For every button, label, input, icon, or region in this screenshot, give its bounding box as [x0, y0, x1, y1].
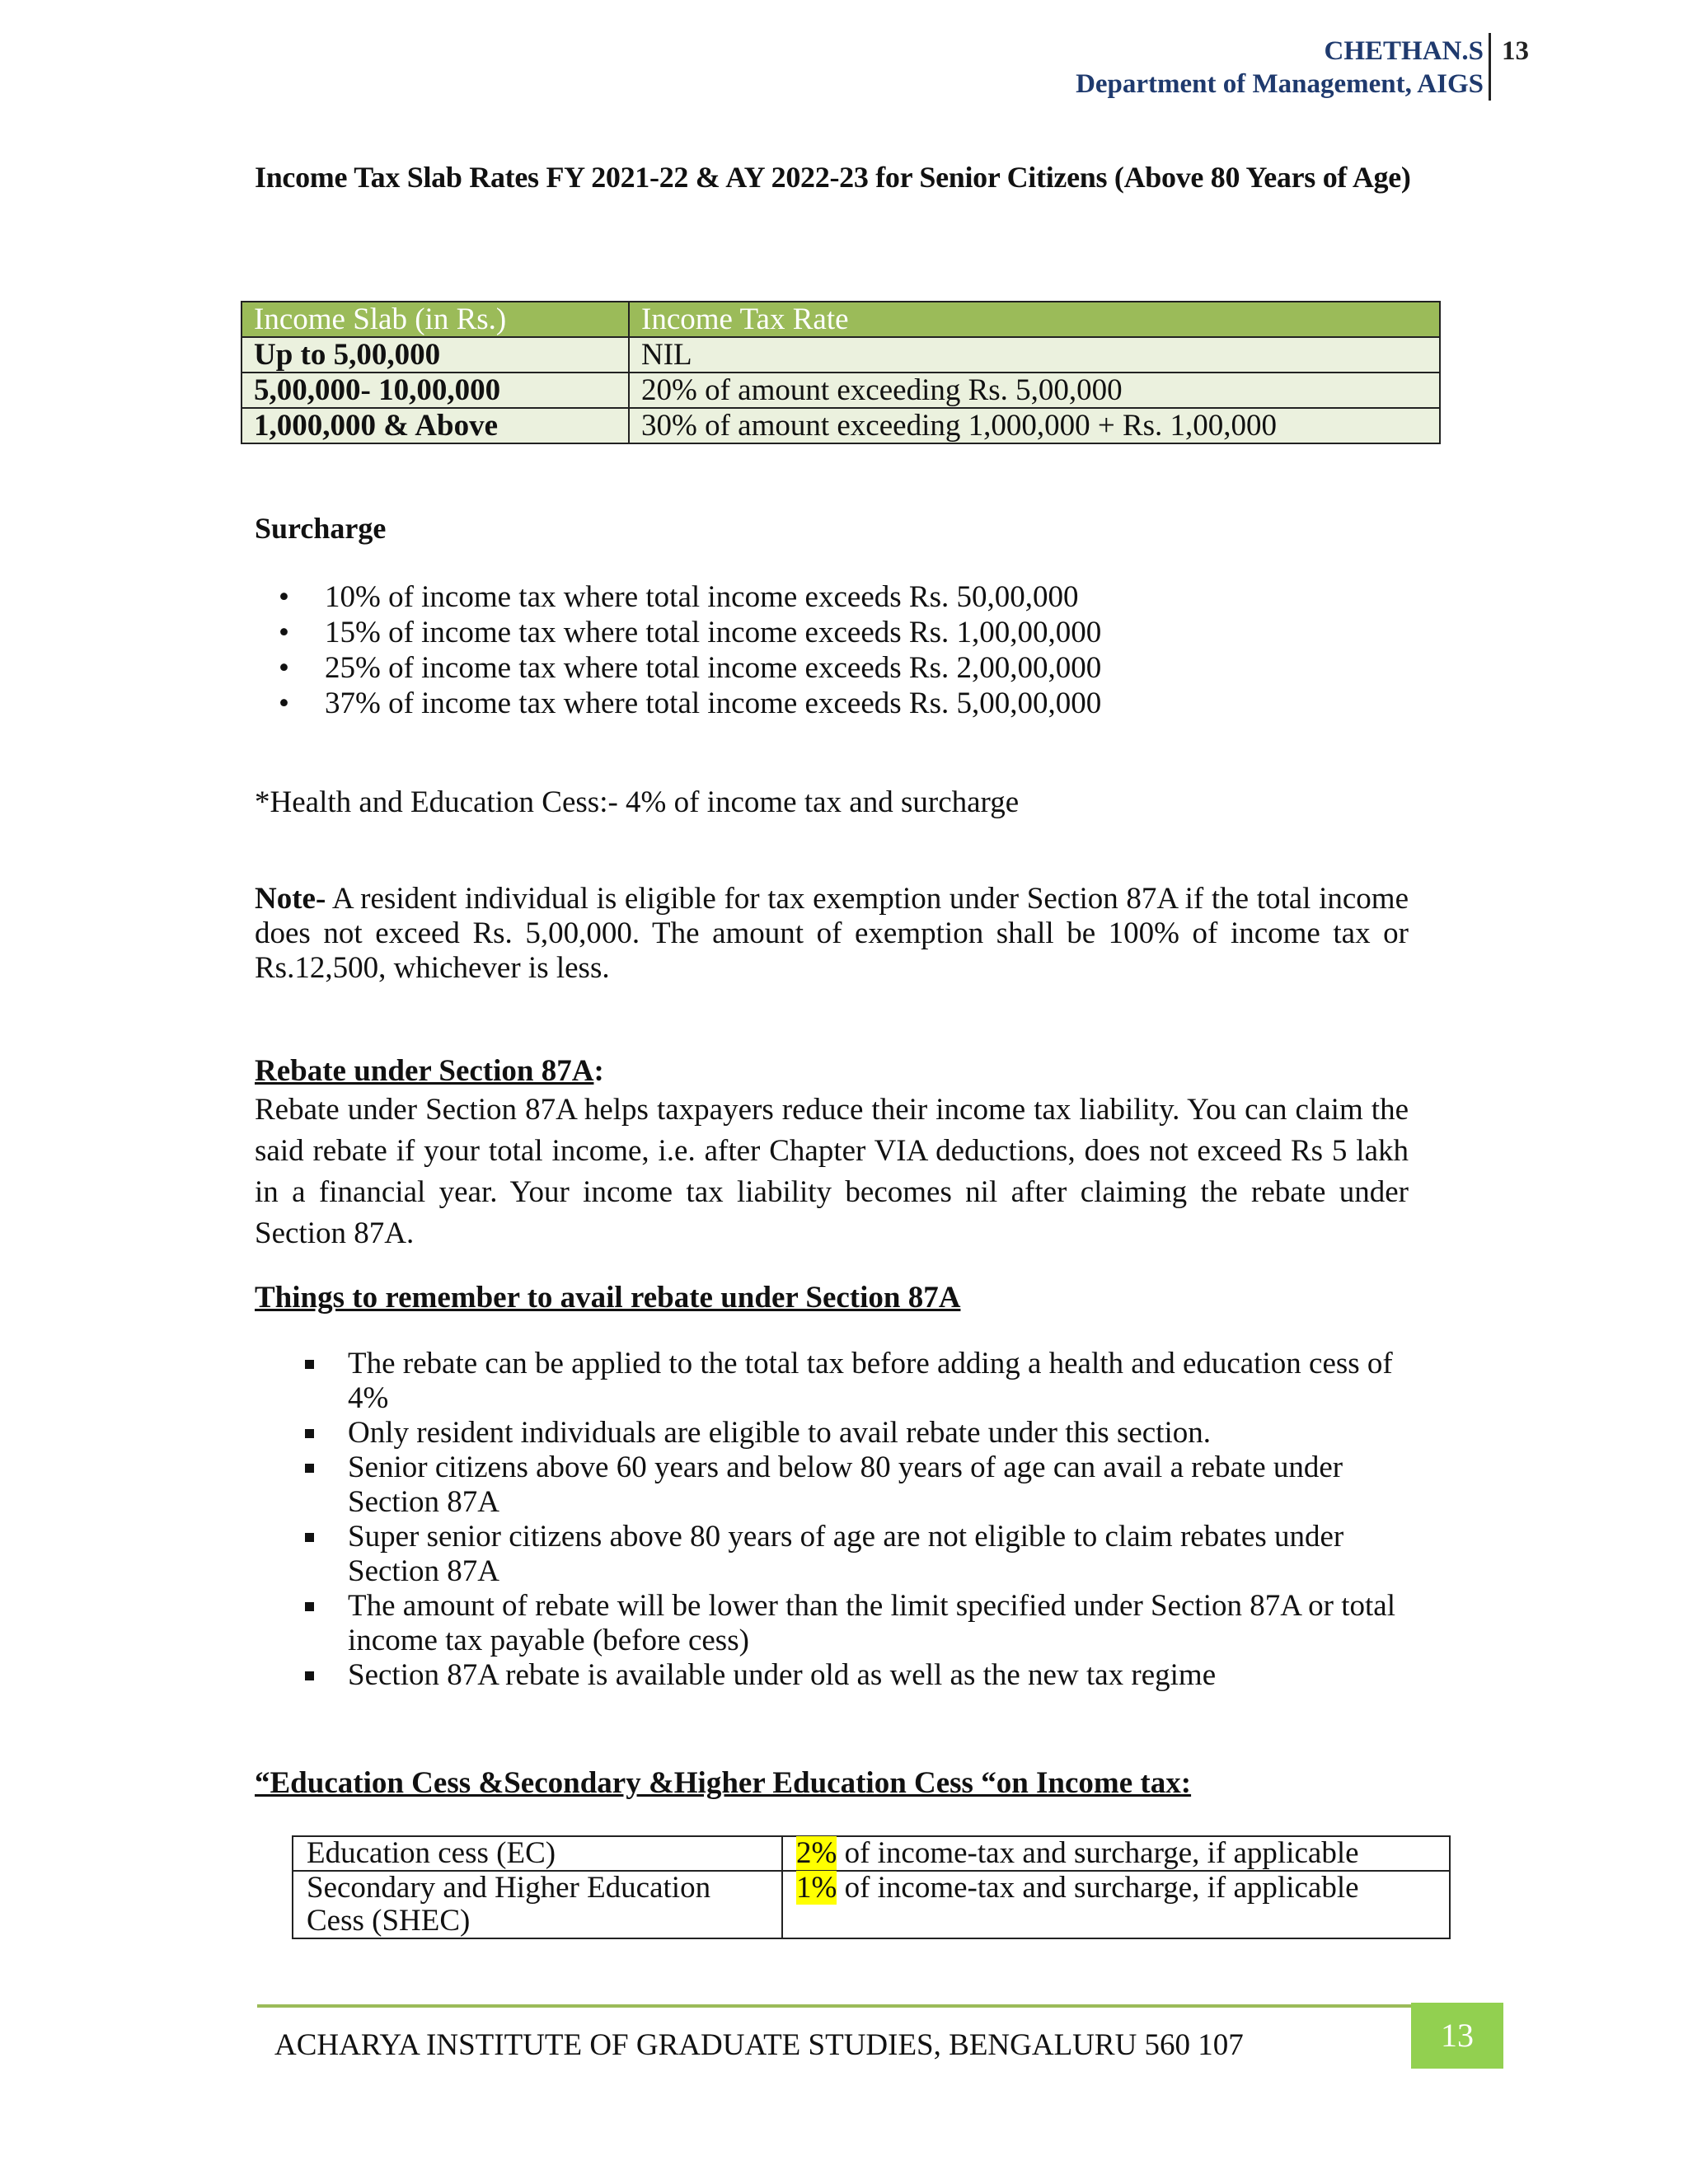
slab-cell: 5,00,000- 10,00,000	[241, 373, 629, 408]
header-page-number: 13	[1502, 36, 1529, 66]
header-divider	[1489, 33, 1491, 101]
square-bullet-icon	[305, 1602, 314, 1611]
rebate-paragraph: Rebate under Section 87A helps taxpayers reduce their income tax liability. You can claim the said rebate if your total income, i.e. after Chapter VIA deductions, does not exceed Rs 5 lakh in a financial year. Your income tax liability becomes nil after claiming the rebate under Section 87A.	[255, 1093, 1409, 1250]
list-item: • 15% of income tax where total income exceeds Rs. 1,00,00,000	[272, 615, 1101, 650]
list-item: • 37% of income tax where total income exceeds Rs. 5,00,00,000	[272, 686, 1101, 721]
cess-rate-cell: 1% of income-tax and surcharge, if applicable	[782, 1871, 1450, 1938]
square-bullet-icon	[305, 1429, 314, 1438]
surcharge-list	[272, 579, 1101, 721]
note-label: Note-	[255, 882, 326, 916]
cess-rate-cell: 2% of income-tax and surcharge, if applicable	[782, 1836, 1450, 1871]
column-header-tax-rate: Income Tax Rate	[629, 302, 1440, 337]
list-item: Senior citizens above 60 years and below 80 years of age can avail a rebate under Section 87A	[297, 1451, 1418, 1520]
table-header-row	[241, 302, 1440, 337]
table-row	[241, 337, 1440, 373]
slab-cell: 1,000,000 & Above	[241, 408, 629, 443]
page-title: Income Tax Slab Rates FY 2021-22 & AY 2022-23 for Senior Citizens (Above 80 Years of Age)	[255, 161, 1411, 194]
header-author: CHETHAN.S	[1324, 36, 1484, 66]
list-item: • 10% of income tax where total income exceeds Rs. 50,00,000	[272, 579, 1101, 615]
slab-cell: Up to 5,00,000	[241, 337, 629, 373]
things-list	[297, 1347, 1418, 1693]
list-item: The rebate can be applied to the total tax before adding a health and education cess of 4%	[297, 1347, 1418, 1416]
rebate-heading	[255, 1053, 604, 1089]
table-row	[241, 373, 1440, 408]
list-item: The amount of rebate will be lower than the limit specified under Section 87A or total income tax payable (before cess)	[297, 1589, 1418, 1658]
table-row	[293, 1836, 1450, 1871]
square-bullet-icon	[305, 1533, 314, 1542]
highlighted-rate: 2%	[796, 1836, 837, 1870]
list-item: Super senior citizens above 80 years of age are not eligible to claim rebates under Section 87A	[297, 1520, 1418, 1589]
note-paragraph	[255, 882, 1409, 986]
header-department: Department of Management, AIGS	[1076, 69, 1484, 99]
income-slab-table	[241, 301, 1441, 444]
table-row	[293, 1871, 1450, 1938]
rate-cell: 30% of amount exceeding 1,000,000 + Rs. 1,00,000	[629, 408, 1440, 443]
rebate-heading-colon: :	[593, 1054, 604, 1088]
note-text: A resident individual is eligible for tax exemption under Section 87A if the total income does not exceed Rs. 5,00,000. The amount of exemption shall be 100% of income tax or Rs.12,500, whichever is less.	[255, 882, 1409, 985]
rate-cell: NIL	[629, 337, 1440, 373]
list-item: Only resident individuals are eligible to avail rebate under this section.	[297, 1416, 1418, 1451]
surcharge-heading: Surcharge	[255, 512, 387, 545]
list-item: Section 87A rebate is available under old as well as the new tax regime	[297, 1658, 1418, 1693]
education-cess-table	[292, 1835, 1451, 1939]
footer-institute: ACHARYA INSTITUTE OF GRADUATE STUDIES, BENGALURU 560 107	[274, 2028, 1244, 2062]
square-bullet-icon	[305, 1360, 314, 1369]
square-bullet-icon	[305, 1671, 314, 1680]
health-education-cess-line: *Health and Education Cess:- 4% of income tax and surcharge	[255, 785, 1020, 819]
table-row	[241, 408, 1440, 443]
square-bullet-icon	[305, 1464, 314, 1473]
column-header-income-slab: Income Slab (in Rs.)	[241, 302, 629, 337]
footer-page-number: 13	[1411, 2003, 1503, 2069]
footer-rule	[257, 2004, 1418, 2008]
cess-name-cell: Education cess (EC)	[293, 1836, 782, 1871]
education-cess-heading: “Education Cess &Secondary &Higher Education Cess “on Income tax:	[255, 1766, 1192, 1800]
rate-cell: 20% of amount exceeding Rs. 5,00,000	[629, 373, 1440, 408]
rebate-heading-text: Rebate under Section 87A	[255, 1054, 594, 1088]
highlighted-rate: 1%	[796, 1871, 837, 1905]
things-heading: Things to remember to avail rebate under Section 87A	[255, 1281, 961, 1315]
list-item: • 25% of income tax where total income exceeds Rs. 2,00,00,000	[272, 650, 1101, 686]
cess-name-cell: Secondary and Higher Education Cess (SHEC)	[293, 1871, 782, 1938]
